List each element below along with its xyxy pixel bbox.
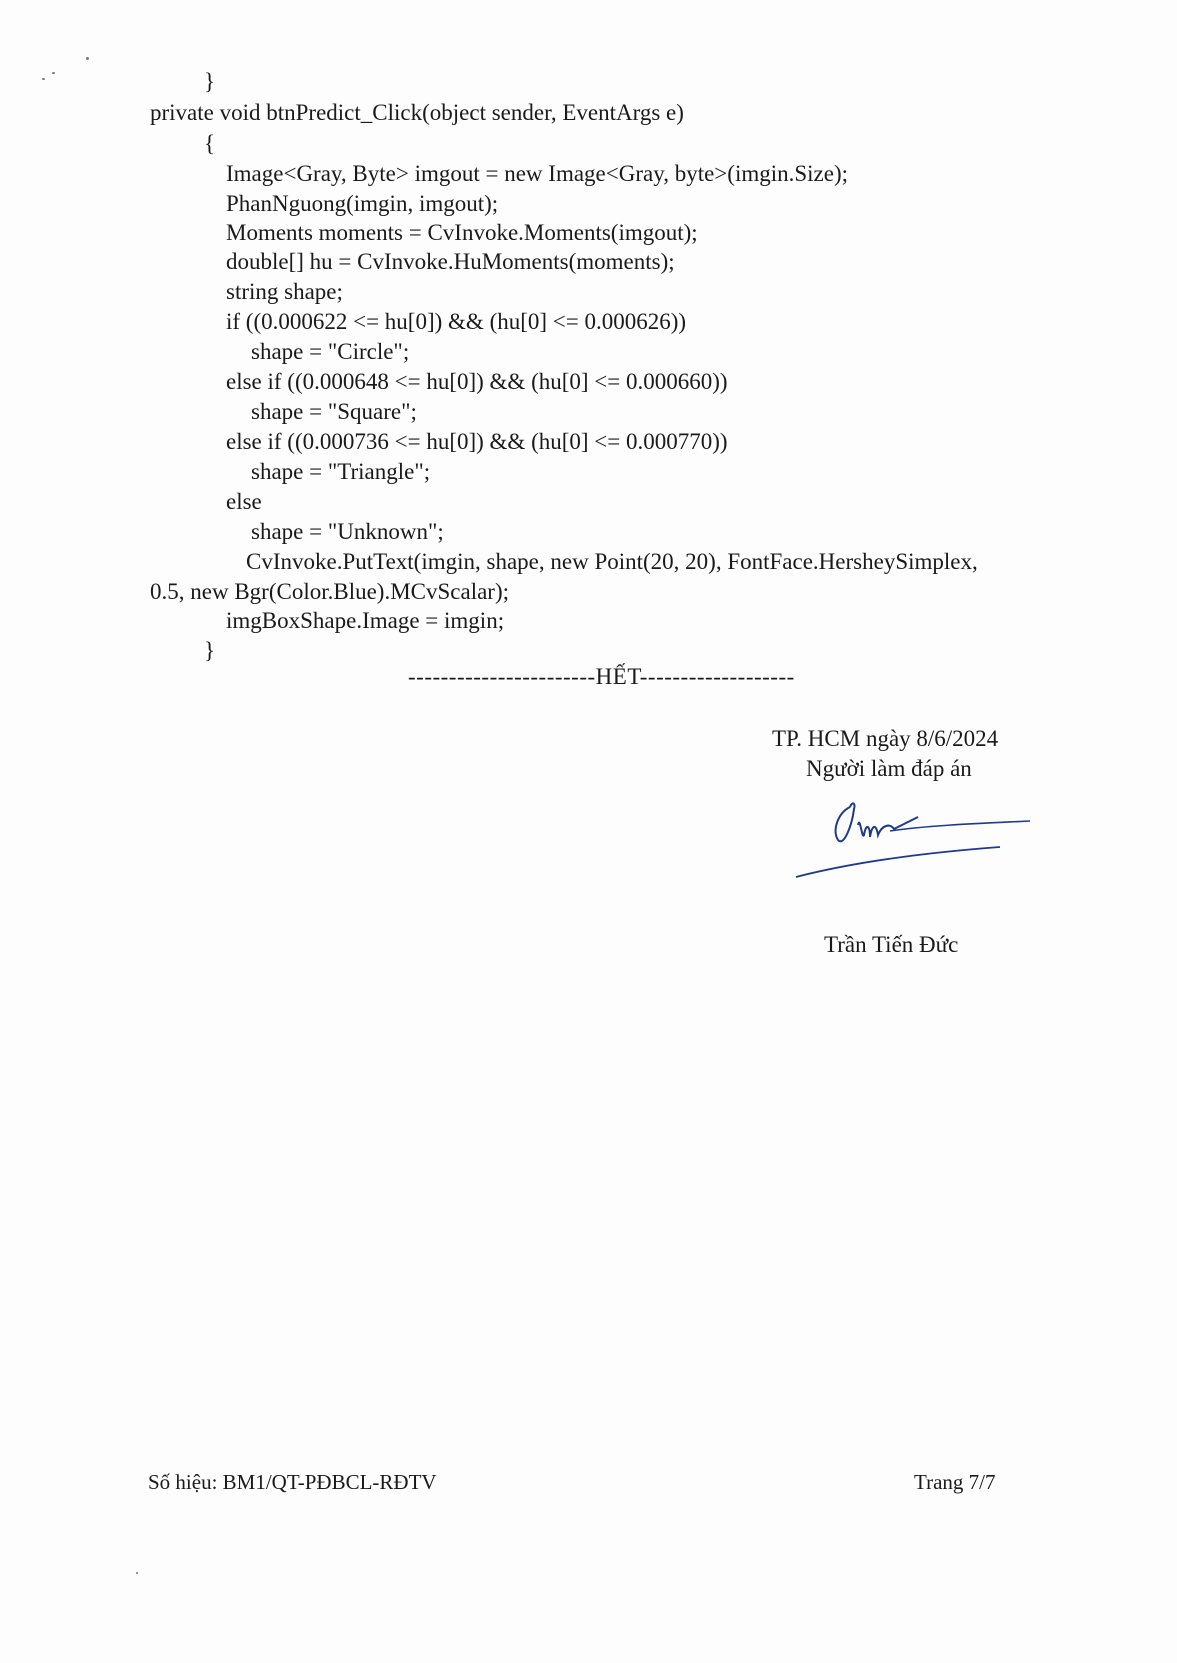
code-line: else if ((0.000648 <= hu[0]) && (hu[0] <= 0.000660)) bbox=[226, 369, 728, 394]
scan-speck bbox=[42, 78, 45, 80]
code-line: shape = "Triangle"; bbox=[251, 459, 431, 484]
code-line: CvInvoke.PutText(imgin, shape, new Point(20, 20), FontFace.HersheySimplex, bbox=[246, 549, 978, 574]
code-line: 0.5, new Bgr(Color.Blue).MCvScalar); bbox=[150, 579, 510, 604]
code-line: shape = "Unknown"; bbox=[251, 519, 444, 544]
code-line: double[] hu = CvInvoke.HuMoments(moments); bbox=[226, 249, 675, 274]
code-line: shape = "Circle"; bbox=[251, 339, 410, 364]
code-line: else bbox=[226, 489, 262, 514]
code-line: } bbox=[204, 69, 216, 94]
code-line: else if ((0.000736 <= hu[0]) && (hu[0] <= 0.000770)) bbox=[226, 429, 728, 454]
code-line: shape = "Square"; bbox=[251, 399, 417, 424]
page-number: Trang 7/7 bbox=[914, 1470, 996, 1494]
code-line: PhanNguong(imgin, imgout); bbox=[226, 191, 499, 216]
code-line: } bbox=[204, 638, 216, 663]
code-line: string shape; bbox=[226, 279, 343, 304]
scan-speck bbox=[52, 72, 55, 74]
code-line: { bbox=[204, 131, 216, 156]
code-line: Moments moments = CvInvoke.Moments(imgout); bbox=[226, 220, 698, 245]
scan-speck bbox=[136, 1572, 138, 1574]
scan-speck bbox=[86, 57, 89, 60]
end-separator: -----------------------HẾT------------------- bbox=[408, 664, 795, 689]
signer-role: Người làm đáp án bbox=[806, 756, 972, 781]
code-line: imgBoxShape.Image = imgin; bbox=[226, 608, 505, 633]
code-line: private void btnPredict_Click(object sender, EventArgs e) bbox=[150, 100, 684, 125]
code-line: Image<Gray, Byte> imgout = new Image<Gray, byte>(imgin.Size); bbox=[226, 161, 849, 186]
signer-name: Trần Tiến Đức bbox=[824, 932, 959, 957]
code-line: if ((0.000622 <= hu[0]) && (hu[0] <= 0.000626)) bbox=[226, 309, 687, 334]
form-code: Số hiệu: BM1/QT-PĐBCL-RĐTV bbox=[148, 1470, 437, 1494]
handwritten-signature bbox=[790, 795, 1040, 895]
place-date: TP. HCM ngày 8/6/2024 bbox=[772, 726, 999, 751]
